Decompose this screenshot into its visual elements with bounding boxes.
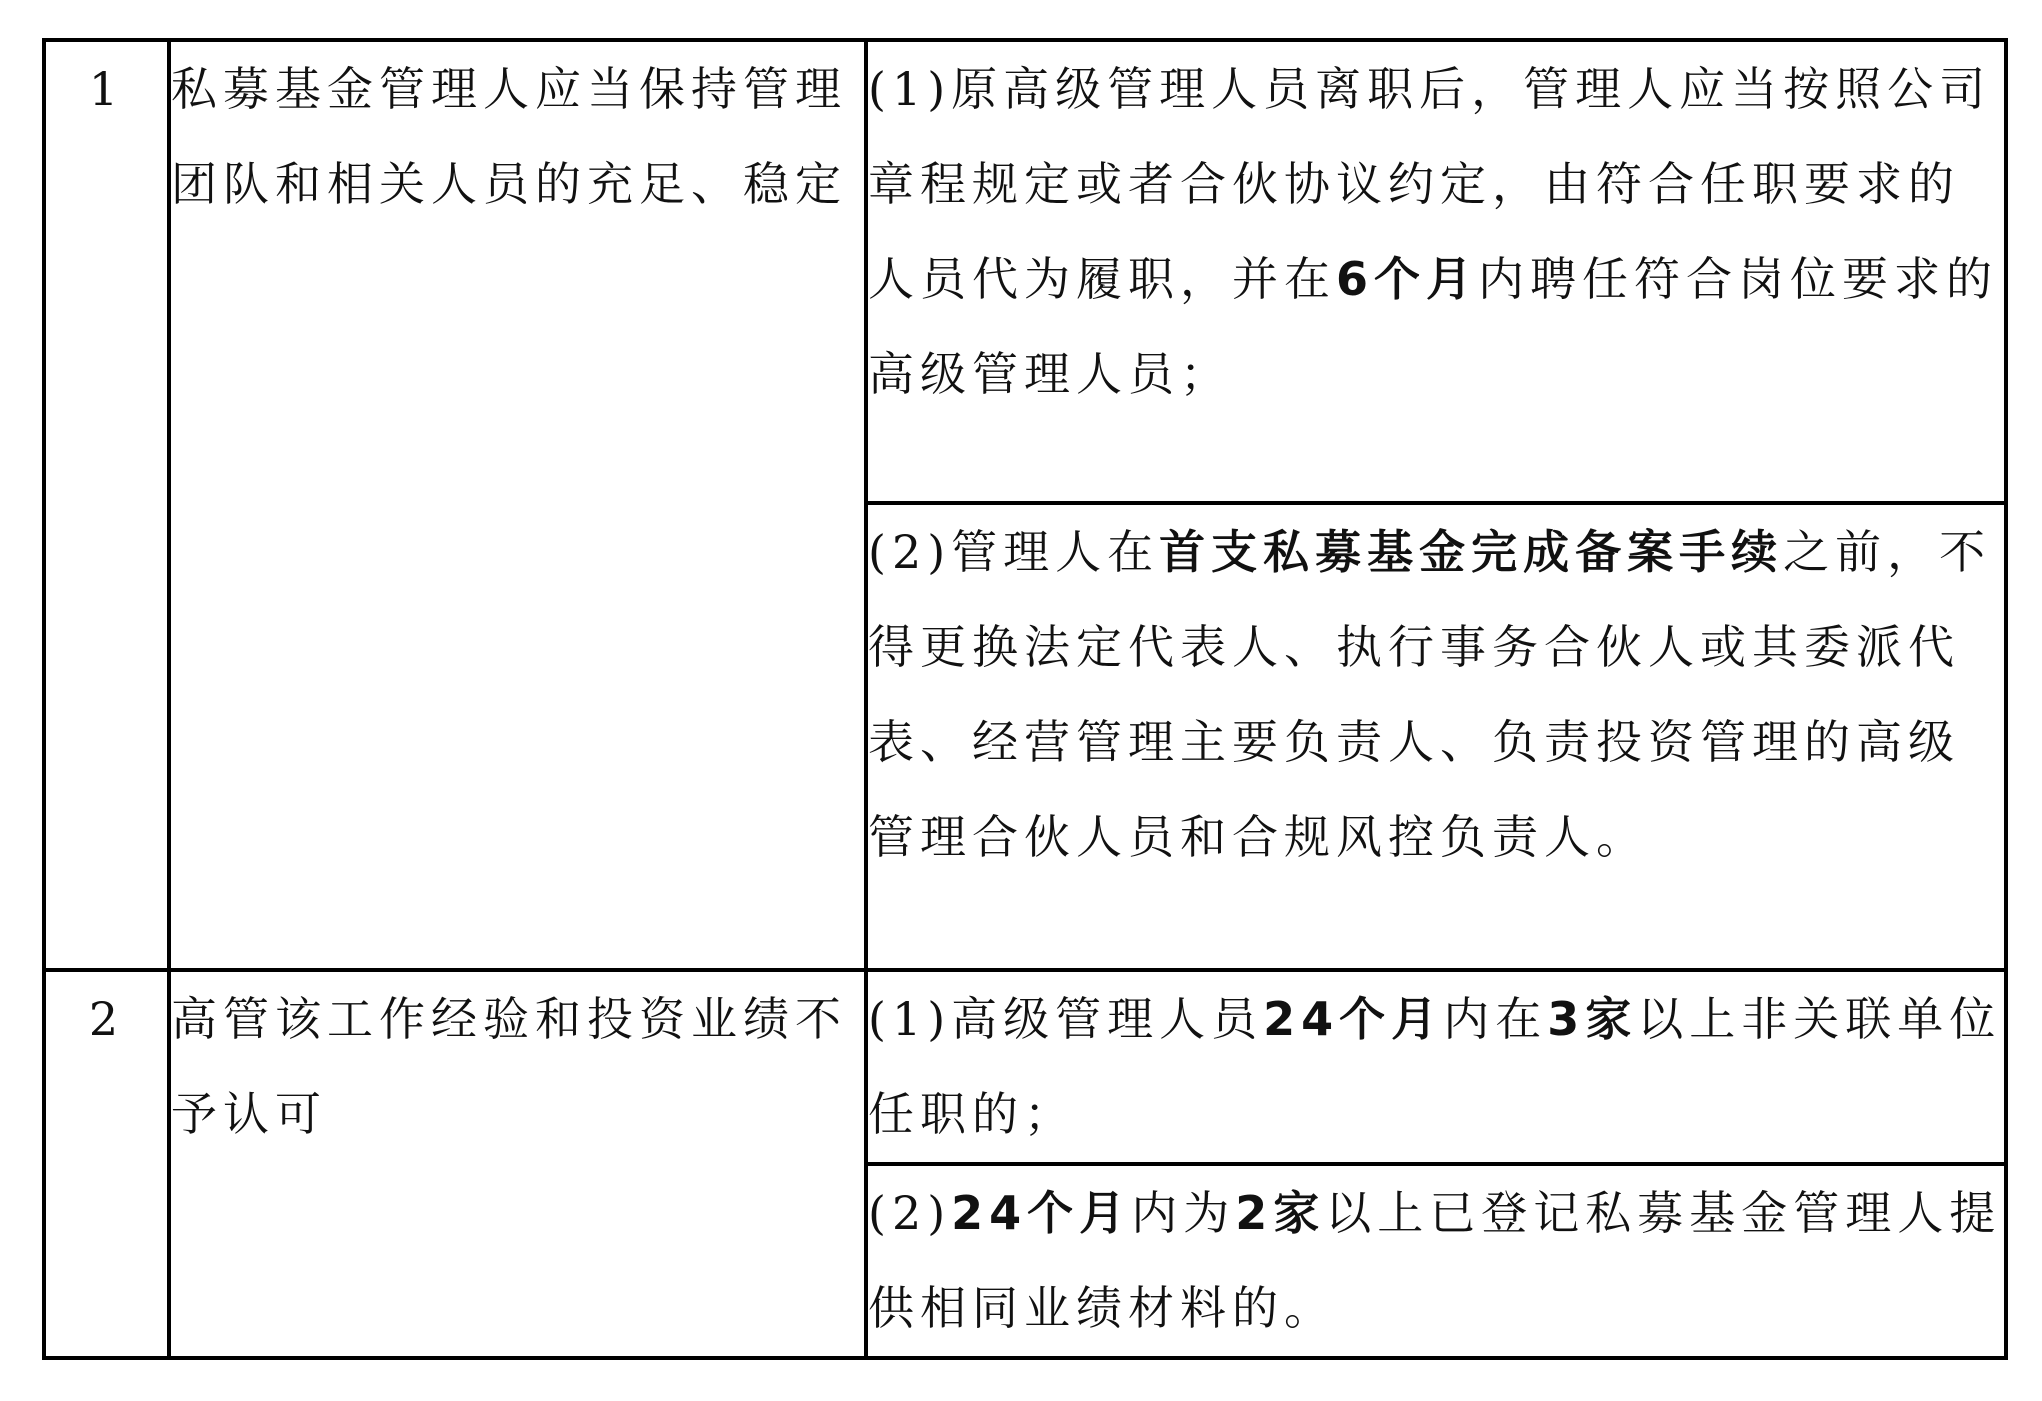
detail-cell	[866, 970, 2006, 1164]
detail-text: 内在	[1443, 992, 1548, 1046]
detail-cell	[866, 1164, 2006, 1358]
requirement-cell: 高管该工作经验和投资业绩不予认可	[169, 970, 866, 1358]
detail-text: 以上已登记私募基金管理人提供相同业绩材料的。	[868, 1186, 2002, 1335]
detail-text: 内为	[1131, 1186, 1236, 1240]
detail-cell	[866, 40, 2006, 503]
detail-text: (2)	[868, 1186, 952, 1240]
highlight-text: 3家	[1547, 992, 1638, 1046]
row-number: 2	[44, 970, 169, 1358]
highlight-text: 24个月	[1263, 992, 1444, 1046]
detail-text: 内聘任符合岗位要求的高级管理人员；	[868, 252, 1999, 401]
detail-text: (1)原高级管理人员离职后，管理人应当按照公司章程规定或者合伙协议约定，由符合任职要求的人员代为履职，并在	[868, 62, 1992, 306]
row-number: 1	[44, 40, 169, 970]
requirements-table	[42, 38, 2008, 1360]
table-row	[44, 970, 2006, 1164]
highlight-text: 首支私募基金完成备案手续	[1159, 525, 1784, 579]
detail-text: (2)管理人在	[868, 525, 1160, 579]
highlight-text: 6个月	[1336, 252, 1479, 306]
detail-cell	[866, 503, 2006, 970]
highlight-text: 24个月	[951, 1186, 1132, 1240]
table-row	[44, 40, 2006, 503]
highlight-text: 2家	[1235, 1186, 1326, 1240]
requirement-cell: 私募基金管理人应当保持管理团队和相关人员的充足、稳定	[169, 40, 866, 970]
detail-text: (1)高级管理人员	[868, 992, 1264, 1046]
detail-text: 以上非关联单位任职的；	[868, 992, 2002, 1141]
detail-text: 之前，不得更换法定代表人、执行事务合伙人或其委派代表、经营管理主要负责人、负责投资管理的高级管理合伙人员和合规风控负责人。	[868, 525, 1992, 864]
